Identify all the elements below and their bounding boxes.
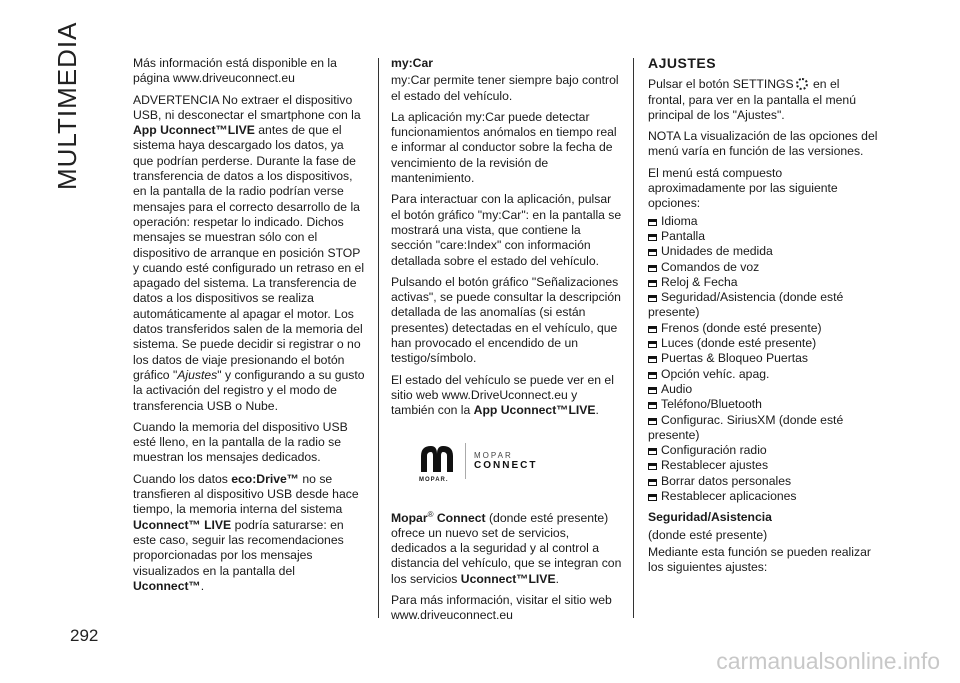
paragraph	[648, 77, 880, 123]
menu-list-item	[648, 489, 880, 504]
registered-mark: ®	[427, 509, 434, 519]
text: El estado del vehículo se puede ver en el sitio web www.DriveUconnect.eu y también con la	[391, 372, 614, 418]
text: Pulsar el botón SETTINGS	[648, 77, 794, 92]
menu-item-label: Configuración radio	[661, 443, 767, 458]
paragraph: NOTA La visualización de las opciones del menú varía en función de las versiones.	[648, 129, 878, 159]
settings-gear-icon	[796, 78, 808, 90]
menu-item-label: Pantalla	[661, 228, 706, 243]
menu-item-label: Restablecer ajustes	[661, 458, 769, 473]
paragraph: La aplicación my:Car puede detectar funcionamientos anómalos en tiempo real e informar al conductor sobre la fecha de vencimiento de la revisión de mantenimiento.	[391, 109, 617, 186]
bullet-icon	[648, 494, 657, 501]
bold-text: App Uconnect™LIVE	[473, 403, 596, 418]
text: en el frontal, para ver en la pantalla el menú principal de los "Ajustes".	[648, 77, 856, 122]
text: antes de que el sistema haya descargado los datos, ya que podrían perderse. Durante la fase de transferencia de datos a los dispositivos, en la pantalla de la radio podrían verse mensajes para el correcto desarrollo de la operación: respetar lo indicado. Dichos mensajes se muestran sólo con el dispositivo de arranque en posición STOP y cuando esté configurado un retraso en el apagado del sistema. La transferencia de datos a los dispositivos se realiza automáticamente al apagar el motor. Los datos transferidos salen de la memoria del sistema. Se puede decidir si registrar o no los datos de viaje presionando el botón gráfico "	[133, 123, 365, 382]
bold-text: App Uconnect™LIVE	[133, 123, 255, 138]
menu-item-label: Idioma	[661, 213, 698, 228]
paragraph	[391, 373, 623, 419]
bullet-icon	[648, 341, 657, 348]
menu-list-item	[648, 367, 880, 382]
text: podría saturarse: en este caso, seguir las recomendaciones proporcionadas por los mensajes visualizados en la pantalla del	[133, 517, 344, 578]
column-1	[133, 56, 365, 600]
bullet-icon	[648, 479, 657, 486]
menu-item-label: Frenos (donde esté presente)	[661, 320, 822, 335]
menu-item-label: Unidades de medida	[661, 244, 773, 259]
text: .	[555, 571, 559, 586]
menu-list-item	[648, 275, 880, 290]
bold-text: Connect	[433, 510, 486, 525]
bullet-icon	[648, 234, 657, 241]
paragraph	[391, 507, 623, 588]
menu-item-label: Seguridad/Asistencia (donde esté presente)	[648, 290, 844, 320]
section-heading: AJUSTES	[648, 55, 717, 71]
mopar-m-logo-icon	[417, 442, 457, 483]
paragraph: Cuando la memoria del dispositivo USB esté lleno, en la pantalla de la radio se muestran los mensajes dedicados.	[133, 419, 348, 465]
subheading: Seguridad/Asistencia	[648, 510, 772, 525]
text: ADVERTENCIA No extraer el dispositivo USB, ni desconectar el smartphone con la	[133, 92, 361, 122]
bullet-icon	[648, 280, 657, 287]
bullet-icon	[648, 448, 657, 455]
bold-text: Uconnect™	[133, 578, 201, 593]
bullet-icon	[648, 418, 657, 425]
menu-item-label: Audio	[661, 381, 693, 396]
menu-list-item	[648, 458, 880, 473]
menu-list-item	[648, 336, 880, 351]
menu-list-item	[648, 382, 880, 397]
bullet-icon	[648, 265, 657, 272]
page-number: 292	[70, 626, 99, 645]
text: .	[200, 578, 205, 593]
bullet-icon	[648, 402, 657, 409]
paragraph: (donde esté presente)	[648, 527, 768, 542]
bold-text: Mopar	[391, 510, 428, 525]
paragraph-warning	[133, 93, 365, 414]
logo-wordmark: MOPAR.	[419, 476, 449, 483]
logo-text-mopar: MOPAR	[474, 450, 513, 460]
column-3	[648, 56, 880, 582]
logo-divider	[465, 443, 466, 479]
paragraph: Para más información, visitar el sitio web www.driveuconnect.eu	[391, 593, 612, 623]
menu-item-label: Teléfono/Bluetooth	[661, 397, 762, 412]
text: .	[595, 403, 599, 418]
bullet-icon	[648, 463, 657, 470]
menu-item-label: Luces (donde esté presente)	[661, 336, 817, 351]
menu-list-item	[648, 474, 880, 489]
logo-text	[474, 451, 537, 471]
menu-item-label: Borrar datos personales	[661, 473, 792, 488]
italic-text: Ajustes	[177, 367, 218, 382]
menu-list-item	[648, 260, 880, 275]
menu-item-label: Configurac. SiriusXM (donde esté presente)	[648, 412, 844, 442]
paragraph: Más información está disponible en la página www.driveuconnect.eu	[133, 56, 337, 86]
mopar-connect-logo	[417, 441, 623, 481]
settings-menu-list	[648, 214, 880, 505]
menu-list-item	[648, 229, 880, 244]
menu-list-item	[648, 351, 880, 366]
heading-mycar: my:Car	[391, 56, 433, 70]
section-title-vertical: MULTIMEDIA	[52, 21, 82, 190]
column-divider	[378, 58, 379, 618]
paragraph: El menú está compuesto aproximadamente por las siguiente opciones:	[648, 165, 838, 211]
paragraph: my:Car permite tener siempre bajo control el estado del vehículo.	[391, 73, 619, 103]
column-2	[391, 56, 623, 630]
text: Cuando los datos	[133, 471, 232, 486]
bullet-icon	[648, 219, 657, 226]
menu-item-label: Reloj & Fecha	[661, 274, 738, 289]
menu-list-item	[648, 321, 880, 336]
logo-text-connect: CONNECT	[474, 459, 538, 471]
bold-text: Uconnect™ LIVE	[133, 517, 232, 532]
menu-list-item	[648, 290, 880, 321]
bullet-icon	[648, 249, 657, 256]
paragraph	[133, 472, 365, 594]
bullet-icon	[648, 356, 657, 363]
bullet-icon	[648, 387, 657, 394]
menu-list-item	[648, 443, 880, 458]
menu-item-label: Restablecer aplicaciones	[661, 489, 797, 504]
menu-item-label: Opción vehíc. apag.	[661, 366, 770, 381]
bullet-icon	[648, 295, 657, 302]
column-divider	[633, 58, 634, 618]
menu-list-item	[648, 413, 880, 444]
menu-item-label: Puertas & Bloqueo Puertas	[661, 351, 809, 366]
watermark: carmanualsonline.info	[716, 648, 940, 674]
text: (donde esté presente) ofrece un nuevo set de servicios, dedicados a la seguridad y al control a distancia del vehículo, que se integran con los servicios	[391, 510, 622, 586]
menu-item-label: Comandos de voz	[661, 259, 760, 274]
bullet-icon	[648, 326, 657, 333]
menu-list-item	[648, 214, 880, 229]
paragraph: Para interactuar con la aplicación, pulsar el botón gráfico "my:Car": en la pantalla se mostrará una vista, que contiene la sección "care:Index" con información detallada sobre el estado del vehículo.	[391, 192, 622, 268]
text: " y configurando a su gusto la activación del registro y el modo de transferencia USB o Nube.	[133, 367, 365, 413]
bold-text: Uconnect™LIVE	[460, 571, 556, 586]
bullet-icon	[648, 372, 657, 379]
menu-list-item	[648, 397, 880, 412]
bold-text: eco:Drive™	[231, 471, 299, 486]
text: no se transfieren al dispositivo USB desde hace tiempo, la memoria interna del sistema	[133, 471, 359, 517]
paragraph: Pulsando el botón gráfico "Señalizaciones activas", se puede consultar la descripción detallada de las anomalías (si están presentes) detectadas en el vehículo, que han provocado el encendido de un testigo/símbolo.	[391, 274, 621, 366]
menu-list-item	[648, 244, 880, 259]
paragraph: Mediante esta función se pueden realizar los siguientes ajustes:	[648, 544, 871, 575]
